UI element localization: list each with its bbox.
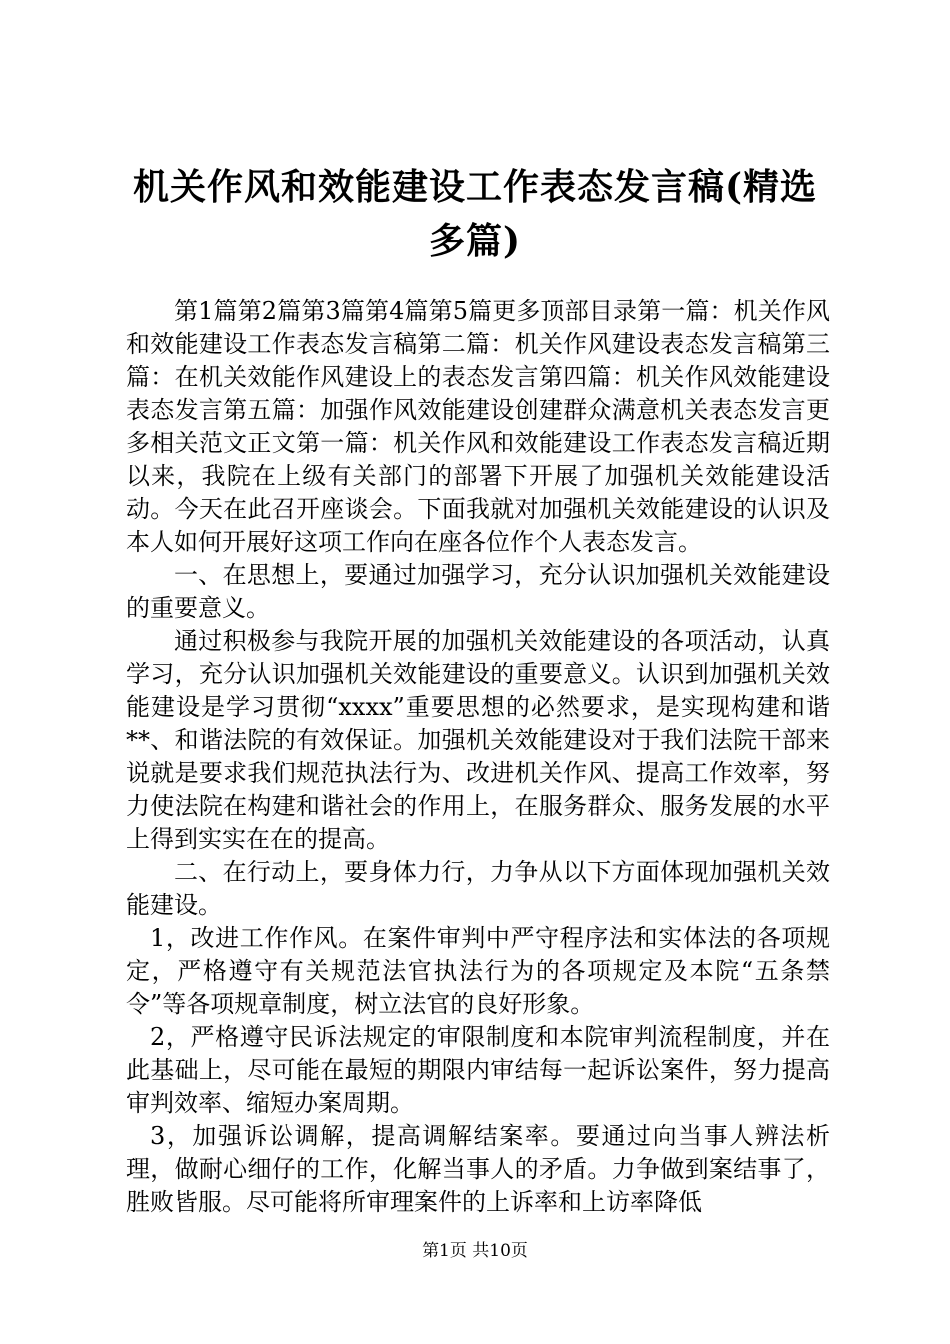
paragraph-item-2: 2，严格遵守民诉法规定的审限制度和本院审判流程制度，并在此基础上，尽可能在最短的期限内审结每一起诉讼案件，努力提高审判效率、缩短办案周期。 xyxy=(126,1023,830,1117)
paragraph-section-one-heading: 一、在思想上，要通过加强学习，充分认识加强机关效能建设的重要意义。 xyxy=(126,561,830,622)
paragraph-item-1: 1，改进工作作风。在案件审判中严守程序法和实体法的各项规定，严格遵守有关规范法官执法行为的各项规定及本院“五条禁令”等各项规章制度，树立法官的良好形象。 xyxy=(126,924,830,1018)
document-title: 机关作风和效能建设工作表态发言稿(精选多篇) xyxy=(132,166,818,262)
document-body xyxy=(126,295,830,1216)
paragraph-intro: 第1篇第2篇第3篇第4篇第5篇更多顶部目录第一篇：机关作风和效能建设工作表态发言稿第二篇：机关作风建设表态发言稿第三篇：在机关效能作风建设上的表态发言第四篇：机关作风效能建设表态发言第五篇：加强作风效能建设创建群众满意机关表态发言更多相关范文正文第一篇：机关作风和效能建设工作表态发言稿近期以来，我院在上级有关部门的部署下开展了加强机关效能建设活动。今天在此召开座谈会。下面我就对加强机关效能建设的认识及本人如何开展好这项工作向在座各位作个人表态发言。 xyxy=(126,297,830,556)
page-number-footer: 第1页 共10页 xyxy=(422,1241,528,1261)
paragraph-item-3: 3，加强诉讼调解，提高调解结案率。要通过向当事人辨法析理，做耐心细仔的工作，化解当事人的矛盾。力争做到案结事了，胜败皆服。尽可能将所审理案件的上诉率和上访率降低 xyxy=(126,1122,830,1216)
paragraph-section-one-body: 通过积极参与我院开展的加强机关效能建设的各项活动，认真学习，充分认识加强机关效能建设的重要意义。认识到加强机关效能建设是学习贯彻“xxxx”重要思想的必然要求，是实现构建和谐**、和谐法院的有效保证。加强机关效能建设对于我们法院干部来说就是要求我们规范执法行为、改进机关作风、提高工作效率，努力使法院在构建和谐社会的作用上，在服务群众、服务发展的水平上得到实实在在的提高。 xyxy=(126,627,830,853)
paragraph-section-two-heading: 二、在行动上，要身体力行，力争从以下方面体现加强机关效能建设。 xyxy=(126,858,830,919)
